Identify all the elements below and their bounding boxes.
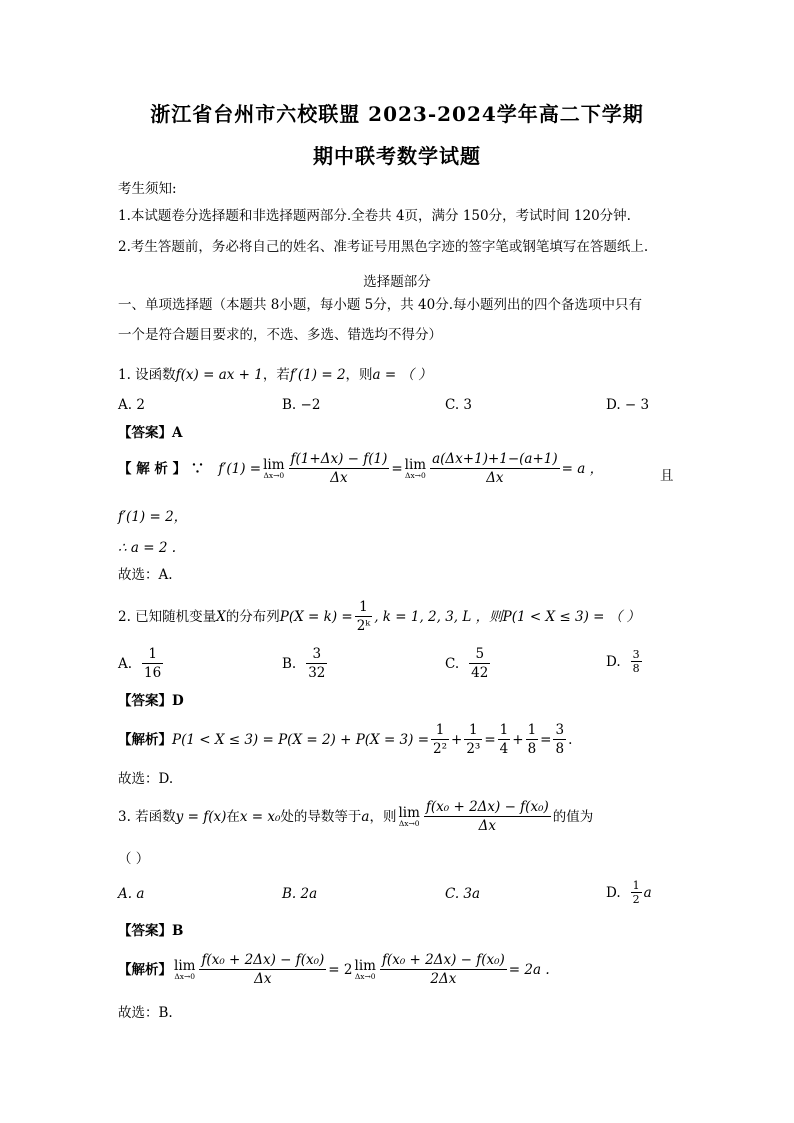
q2-frac-2-num: 1 xyxy=(464,721,482,740)
q2-frac-3-num: 1 xyxy=(499,722,509,738)
q2-frac-4 xyxy=(526,721,539,758)
q1-analysis-lhs: f′(1) = xyxy=(218,460,262,477)
part1-instructions-2: 一个是符合题目要求的，不选、多选、错选均不得分） xyxy=(118,327,442,343)
q2-analysis-label: 【解析】 xyxy=(118,731,172,748)
q3-stem-a: a xyxy=(361,808,370,825)
q2-option-a xyxy=(118,645,165,682)
q2-frac-2 xyxy=(464,721,482,758)
q1-stem xyxy=(118,366,432,384)
q3-analysis-label: 【解析】 xyxy=(118,961,172,978)
q1-option-b: B. −2 xyxy=(282,397,321,413)
title-line-2: 期中联考数学试题 xyxy=(313,144,481,168)
q2-pmf-num: 1 xyxy=(355,598,373,617)
q1-option-d: D. − 3 xyxy=(606,397,650,413)
q1-answer: 【答案】A xyxy=(118,425,183,441)
q1-frac-1-num: f(1+Δx) − f(1) xyxy=(290,451,388,467)
q2-stem-k: , k = 1, 2, 3, L ，则 xyxy=(374,608,503,625)
q3-choose: 故选：B. xyxy=(118,1005,173,1021)
q2-frac-5-den: 8 xyxy=(555,741,565,757)
q2-option-b-letter: B. xyxy=(282,655,297,672)
q1-frac-2-den: Δx xyxy=(486,470,504,486)
q2-stem-prefix: 2. 已知随机变量 xyxy=(118,608,217,625)
q2-option-c-letter: C. xyxy=(445,655,460,672)
q2-option-b-frac xyxy=(306,645,327,682)
q1-analysis-label: 【 解 析 】 ∵ xyxy=(118,460,205,477)
q2-option-b-den: 32 xyxy=(308,665,326,681)
q3-analysis xyxy=(118,951,678,988)
q3-frac-den: Δx xyxy=(478,818,496,834)
q1-stem-ask: ，则 xyxy=(345,367,373,383)
q1-stem-prefix: 1. 设函数 xyxy=(118,367,176,383)
q2-option-c-frac xyxy=(469,645,490,682)
q2-stem-pmf: P(X = k) = xyxy=(279,608,353,625)
q1-stem-mid: ，若 xyxy=(262,367,290,383)
q3-option-a: A. a xyxy=(118,886,145,902)
q2-option-c xyxy=(445,645,492,682)
q3-option-b: B. 2a xyxy=(282,886,318,902)
q1-lim-2-sub: Δx→0 xyxy=(405,470,426,480)
q3-analysis-lim-1-sub: Δx→0 xyxy=(174,971,196,981)
q2-option-a-den: 16 xyxy=(144,665,162,681)
q1-therefore: ∴ a = 2 . xyxy=(118,540,176,556)
q2-option-a-letter: A. xyxy=(118,655,133,672)
q2-stem-ask: P(1 < X ≤ 3) = （ ） xyxy=(502,608,641,625)
q2-stem xyxy=(118,598,678,635)
q2-frac-1-den: 2² xyxy=(433,741,448,757)
q3-lim xyxy=(398,806,419,828)
q3-stem-x: x = x₀ xyxy=(239,808,281,825)
q1-frac-1 xyxy=(289,450,390,487)
q1-analysis-continue: f′(1) = 2， xyxy=(118,509,188,525)
q2-frac-1-num: 1 xyxy=(431,721,449,740)
q2-option-d-frac xyxy=(631,648,642,675)
q2-option-a-num: 1 xyxy=(142,645,163,664)
q3-option-d-frac xyxy=(631,879,642,906)
q3-analysis-mid: = 2 xyxy=(328,961,353,978)
q1-analysis: 【 解 析 】 ∵ f′(1) = lim Δx→0 $\frac{f(1+\Delta x) - f(1)}{\Delta x}$ = lim Δx→0 $\frac{a(\Delta x+1)+1-(a+1)}{\Delta x}$ = a ， xyxy=(118,451,604,486)
q2-option-c-den: 42 xyxy=(471,665,489,681)
q3-frac xyxy=(424,798,551,835)
q1-option-c: C. 3 xyxy=(445,397,473,413)
q3-option-d-num: 1 xyxy=(632,879,640,892)
q3-analysis-frac-2-num: f(x₀ + 2Δx) − f(x₀) xyxy=(381,952,505,968)
q3-stem xyxy=(118,798,678,835)
q3-stem-tail: 的值为 xyxy=(552,808,594,825)
q3-analysis-lim-1 xyxy=(174,959,195,981)
q2-pmf-frac xyxy=(355,598,373,635)
q3-analysis-lim-1-text: lim xyxy=(174,957,196,974)
q2-frac-1 xyxy=(431,721,449,758)
q3-analysis-frac-2 xyxy=(380,951,507,988)
q1-stem-a: a = （ ） xyxy=(372,367,432,383)
q2-stem-mid: 的分布列 xyxy=(225,608,280,625)
q3-frac-num: f(x₀ + 2Δx) − f(x₀) xyxy=(425,799,549,815)
part1-instructions-1: 一、单项选择题（本题共 8小题，每小题 5分，共 40分.每小题列出的四个备选项中只有 xyxy=(118,297,643,313)
q2-frac-4-den: 8 xyxy=(527,741,537,757)
section-title: 选择题部分 xyxy=(363,274,431,290)
q1-choose: 故选：A. xyxy=(118,567,173,583)
q2-choose: 故选：D. xyxy=(118,771,174,787)
q1-lim-1-sub: Δx→0 xyxy=(263,470,285,480)
q2-analysis: 【解析】 P(1 < X ≤ 3) = P(X = 2) + P(X = 3) = $\frac{1}{\text{2²}}$ + $\frac{1}{\text{2³}}$ = $\frac{1}{4}$ + $\frac{1}{8}$ = $\frac{3}{8}$ . xyxy=(118,722,573,757)
title-line-1: 浙江省台州市六校联盟 2023-2024学年高二下学期 xyxy=(150,102,644,126)
q3-stem-prefix: 3. 若函数 xyxy=(118,808,176,825)
q3-answer: 【答案】B xyxy=(118,923,184,939)
q2-pmf-den: 2ᵏ xyxy=(356,618,371,634)
q2-stem-var: X xyxy=(216,608,226,625)
q1-frac-2 xyxy=(430,450,560,487)
q1-stem-function: f(x) = ax + 1 xyxy=(175,367,263,383)
q2-frac-2-den: 2³ xyxy=(466,741,481,757)
q2-option-d xyxy=(606,648,644,675)
q2-option-d-num: 3 xyxy=(632,648,640,661)
q3-stem-mid: 在 xyxy=(226,808,240,825)
q1-lim-1 xyxy=(263,458,284,480)
q2-option-b xyxy=(282,645,329,682)
q3-lim-sub: Δx→0 xyxy=(398,818,420,828)
q3-paren: （ ） xyxy=(118,851,150,867)
q3-stem-function: y = f(x) xyxy=(175,808,227,825)
q1-analysis-tail: 且 xyxy=(660,468,674,484)
q2-frac-4-num: 1 xyxy=(527,722,537,738)
q1-stem-condition: f′(1) = 2 xyxy=(289,367,346,383)
q2-option-d-letter: D. xyxy=(606,653,621,670)
q3-lim-text: lim xyxy=(398,804,420,821)
q1-frac-1-den: Δx xyxy=(330,470,348,486)
q3-analysis-lim-2-text: lim xyxy=(354,957,376,974)
q3-option-d-den: 2 xyxy=(632,893,640,906)
q2-answer: 【答案】D xyxy=(118,693,184,709)
q3-option-d-var: a xyxy=(643,884,652,901)
q2-option-a-frac xyxy=(142,645,163,682)
q1-lim-2-text: lim xyxy=(404,456,427,473)
q3-analysis-frac-1 xyxy=(199,951,326,988)
q2-frac-5 xyxy=(553,721,566,758)
q2-frac-3-den: 4 xyxy=(499,741,509,757)
q3-analysis-lim-2-sub: Δx→0 xyxy=(354,971,376,981)
q1-option-a: A. 2 xyxy=(118,397,145,413)
q1-frac-2-num: a(Δx+1)+1−(a+1) xyxy=(432,451,558,467)
q1-lim-1-text: lim xyxy=(263,456,285,473)
notice-item-2: 2.考生答题前，务必将自己的姓名、准考证号用黑色字迹的签字笔或钢笔填写在答题纸上. xyxy=(118,239,649,255)
q3-stem-then: ，则 xyxy=(369,808,397,825)
notice-heading: 考生须知: xyxy=(118,181,177,197)
q2-frac-3 xyxy=(498,721,511,758)
q3-stem-deriv: 处的导数等于 xyxy=(280,808,362,825)
q3-analysis-frac-2-den: 2Δx xyxy=(430,971,457,987)
q3-option-c: C. 3a xyxy=(445,886,481,902)
q2-option-d-den: 8 xyxy=(632,662,640,675)
q3-option-d-letter: D. xyxy=(606,884,621,901)
q2-analysis-expr: P(1 < X ≤ 3) = P(X = 2) + P(X = 3) = xyxy=(172,731,430,748)
q3-analysis-frac-1-num: f(x₀ + 2Δx) − f(x₀) xyxy=(201,952,325,968)
q3-analysis-rhs: = 2a . xyxy=(508,961,550,978)
q1-lim-2 xyxy=(405,458,426,480)
q2-option-b-num: 3 xyxy=(306,645,327,664)
q3-option-d xyxy=(606,879,652,906)
q2-option-c-num: 5 xyxy=(469,645,490,664)
q1-analysis-rhs: = a ， xyxy=(561,460,604,477)
q3-analysis-lim-2 xyxy=(355,959,376,981)
notice-item-1: 1.本试题卷分选择题和非选择题两部分.全卷共 4页，满分 150分，考试时间 120分钟. xyxy=(118,208,631,224)
q2-frac-5-num: 3 xyxy=(555,722,565,738)
q3-analysis-frac-1-den: Δx xyxy=(254,971,272,987)
